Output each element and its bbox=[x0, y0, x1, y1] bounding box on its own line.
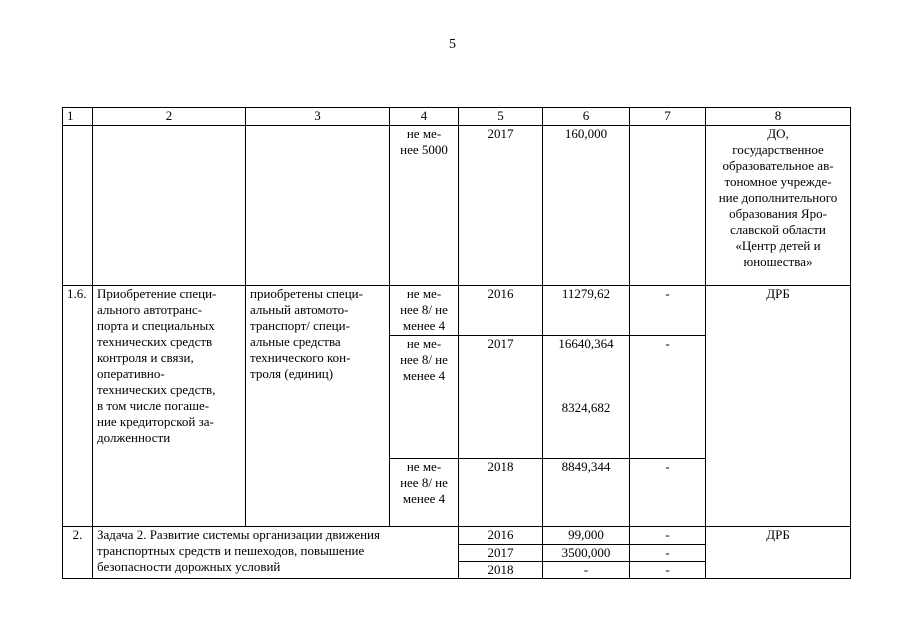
row-2-task: Задача 2. Развитие системы организации движения транспортных средств и пешеходов, повышение безопасности дорожных условий bbox=[93, 527, 459, 579]
row-1-6-col7-2016: - bbox=[630, 286, 706, 336]
header-cell-6: 6 bbox=[543, 108, 630, 126]
row-2-year-2016: 2016 bbox=[459, 527, 543, 545]
cont-amount: 160,000 bbox=[543, 126, 630, 286]
row-1-6-year-2018: 2018 bbox=[459, 459, 543, 527]
header-cell-8: 8 bbox=[706, 108, 851, 126]
header-cell-4: 4 bbox=[390, 108, 459, 126]
program-table bbox=[62, 107, 851, 579]
row-1-6-result: приобретены специ- альный автомото- транспорт/ специ- альные средства технического кон- троля (единиц) bbox=[246, 286, 390, 527]
continuation-row bbox=[63, 126, 851, 286]
row-2-executor: ДРБ bbox=[706, 527, 851, 579]
row-2-col7-2017: - bbox=[630, 545, 706, 562]
row-2-amount-2017: 3500,000 bbox=[543, 545, 630, 562]
row-2-number: 2. bbox=[63, 527, 93, 579]
cont-cell-3 bbox=[246, 126, 390, 286]
cont-col7 bbox=[630, 126, 706, 286]
header-cell-3: 3 bbox=[246, 108, 390, 126]
row-1-6-col7-2018: - bbox=[630, 459, 706, 527]
row-1-6-activity: Приобретение специ- ального автотранс- порта и специальных технических средств контроля и связи, оперативно- технических средств, в том числе погаше- ние кредиторской за- долженности bbox=[93, 286, 246, 527]
row-1-6-amount-2017: 16640,364 8324,682 bbox=[543, 336, 630, 459]
row-2-amount-2018: - bbox=[543, 562, 630, 579]
row-2-col7-2016: - bbox=[630, 527, 706, 545]
row-1-6-amount-2016: 11279,62 bbox=[543, 286, 630, 336]
page-number: 5 bbox=[449, 37, 456, 52]
cont-cell-2 bbox=[93, 126, 246, 286]
row-1-6-indicator-2018: не ме- нее 8/ не менее 4 bbox=[390, 459, 459, 527]
row-1-6-amount-2018: 8849,344 bbox=[543, 459, 630, 527]
cont-indicator: не ме- нее 5000 bbox=[390, 126, 459, 286]
cont-cell-1 bbox=[63, 126, 93, 286]
row-1-6-year-2017: 2017 bbox=[459, 336, 543, 459]
row-1-6-col7-2017: - bbox=[630, 336, 706, 459]
cont-executor: ДО, государственное образовательное ав- тономное учрежде- ние дополнительного образования Яро- славской области «Центр детей и юношества» bbox=[706, 126, 851, 286]
row-2-amount-2016: 99,000 bbox=[543, 527, 630, 545]
header-cell-5: 5 bbox=[459, 108, 543, 126]
row-1-6-indicator-2017: не ме- нее 8/ не менее 4 bbox=[390, 336, 459, 459]
header-cell-1: 1 bbox=[63, 108, 93, 126]
row-1-6-executor: ДРБ bbox=[706, 286, 851, 527]
row-1-6-year-2016: 2016 bbox=[459, 286, 543, 336]
cont-year: 2017 bbox=[459, 126, 543, 286]
row-1-6-number: 1.6. bbox=[63, 286, 93, 527]
row-2-year-2017: 2017 bbox=[459, 545, 543, 562]
header-cell-2: 2 bbox=[93, 108, 246, 126]
header-cell-7: 7 bbox=[630, 108, 706, 126]
row-2-year-2018: 2018 bbox=[459, 562, 543, 579]
header-row bbox=[63, 108, 851, 126]
row-1-6-indicator-2016: не ме- нее 8/ не менее 4 bbox=[390, 286, 459, 336]
row-1-6-2016 bbox=[63, 286, 851, 336]
row-2-col7-2018: - bbox=[630, 562, 706, 579]
row-2-2016 bbox=[63, 527, 851, 545]
